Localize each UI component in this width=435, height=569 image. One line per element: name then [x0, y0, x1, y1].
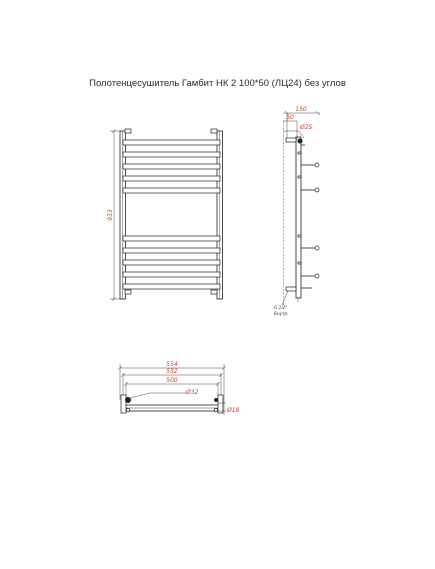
rungs-lower — [123, 236, 220, 289]
top-left-post — [121, 395, 126, 413]
top-view — [118, 361, 240, 415]
width-label-500: 500 — [166, 377, 178, 384]
side-view — [274, 106, 320, 316]
width-label-532: 532 — [166, 368, 178, 375]
rungs-upper — [123, 140, 220, 193]
mount-stub-bottom-right — [211, 290, 217, 294]
side-bottom-connector — [286, 287, 296, 291]
rung-diameter-label: Ø18 — [227, 407, 240, 414]
mount-stub-top-right — [211, 129, 217, 133]
pipe-right-circle — [214, 398, 218, 402]
side-top-connector — [286, 138, 296, 142]
offset-label: 50 — [286, 114, 294, 121]
diameter-label: Ø25 — [300, 124, 313, 131]
thread-note-sub: Внутр. — [274, 311, 289, 316]
mount-stub-top-left — [125, 129, 131, 133]
front-view — [107, 129, 223, 301]
height-dimension — [107, 129, 123, 301]
mount-stub-bottom-left — [125, 290, 131, 294]
width-dimensions — [118, 361, 226, 400]
thread-note: G 1/2" — [274, 305, 288, 310]
depth-label: 150 — [295, 106, 307, 113]
depth-dimension — [283, 106, 320, 140]
height-label: 933 — [107, 209, 114, 221]
pipe-diameter-label: Ø32 — [186, 389, 199, 396]
drawing-title: Полотенцесушитель Гамбит НК 2 100*50 (ЛЦ24) без углов — [89, 78, 346, 89]
top-right-post — [218, 395, 223, 413]
overall-width-label: 554 — [166, 361, 178, 368]
side-post — [296, 137, 301, 298]
side-top-fitting — [298, 139, 303, 144]
